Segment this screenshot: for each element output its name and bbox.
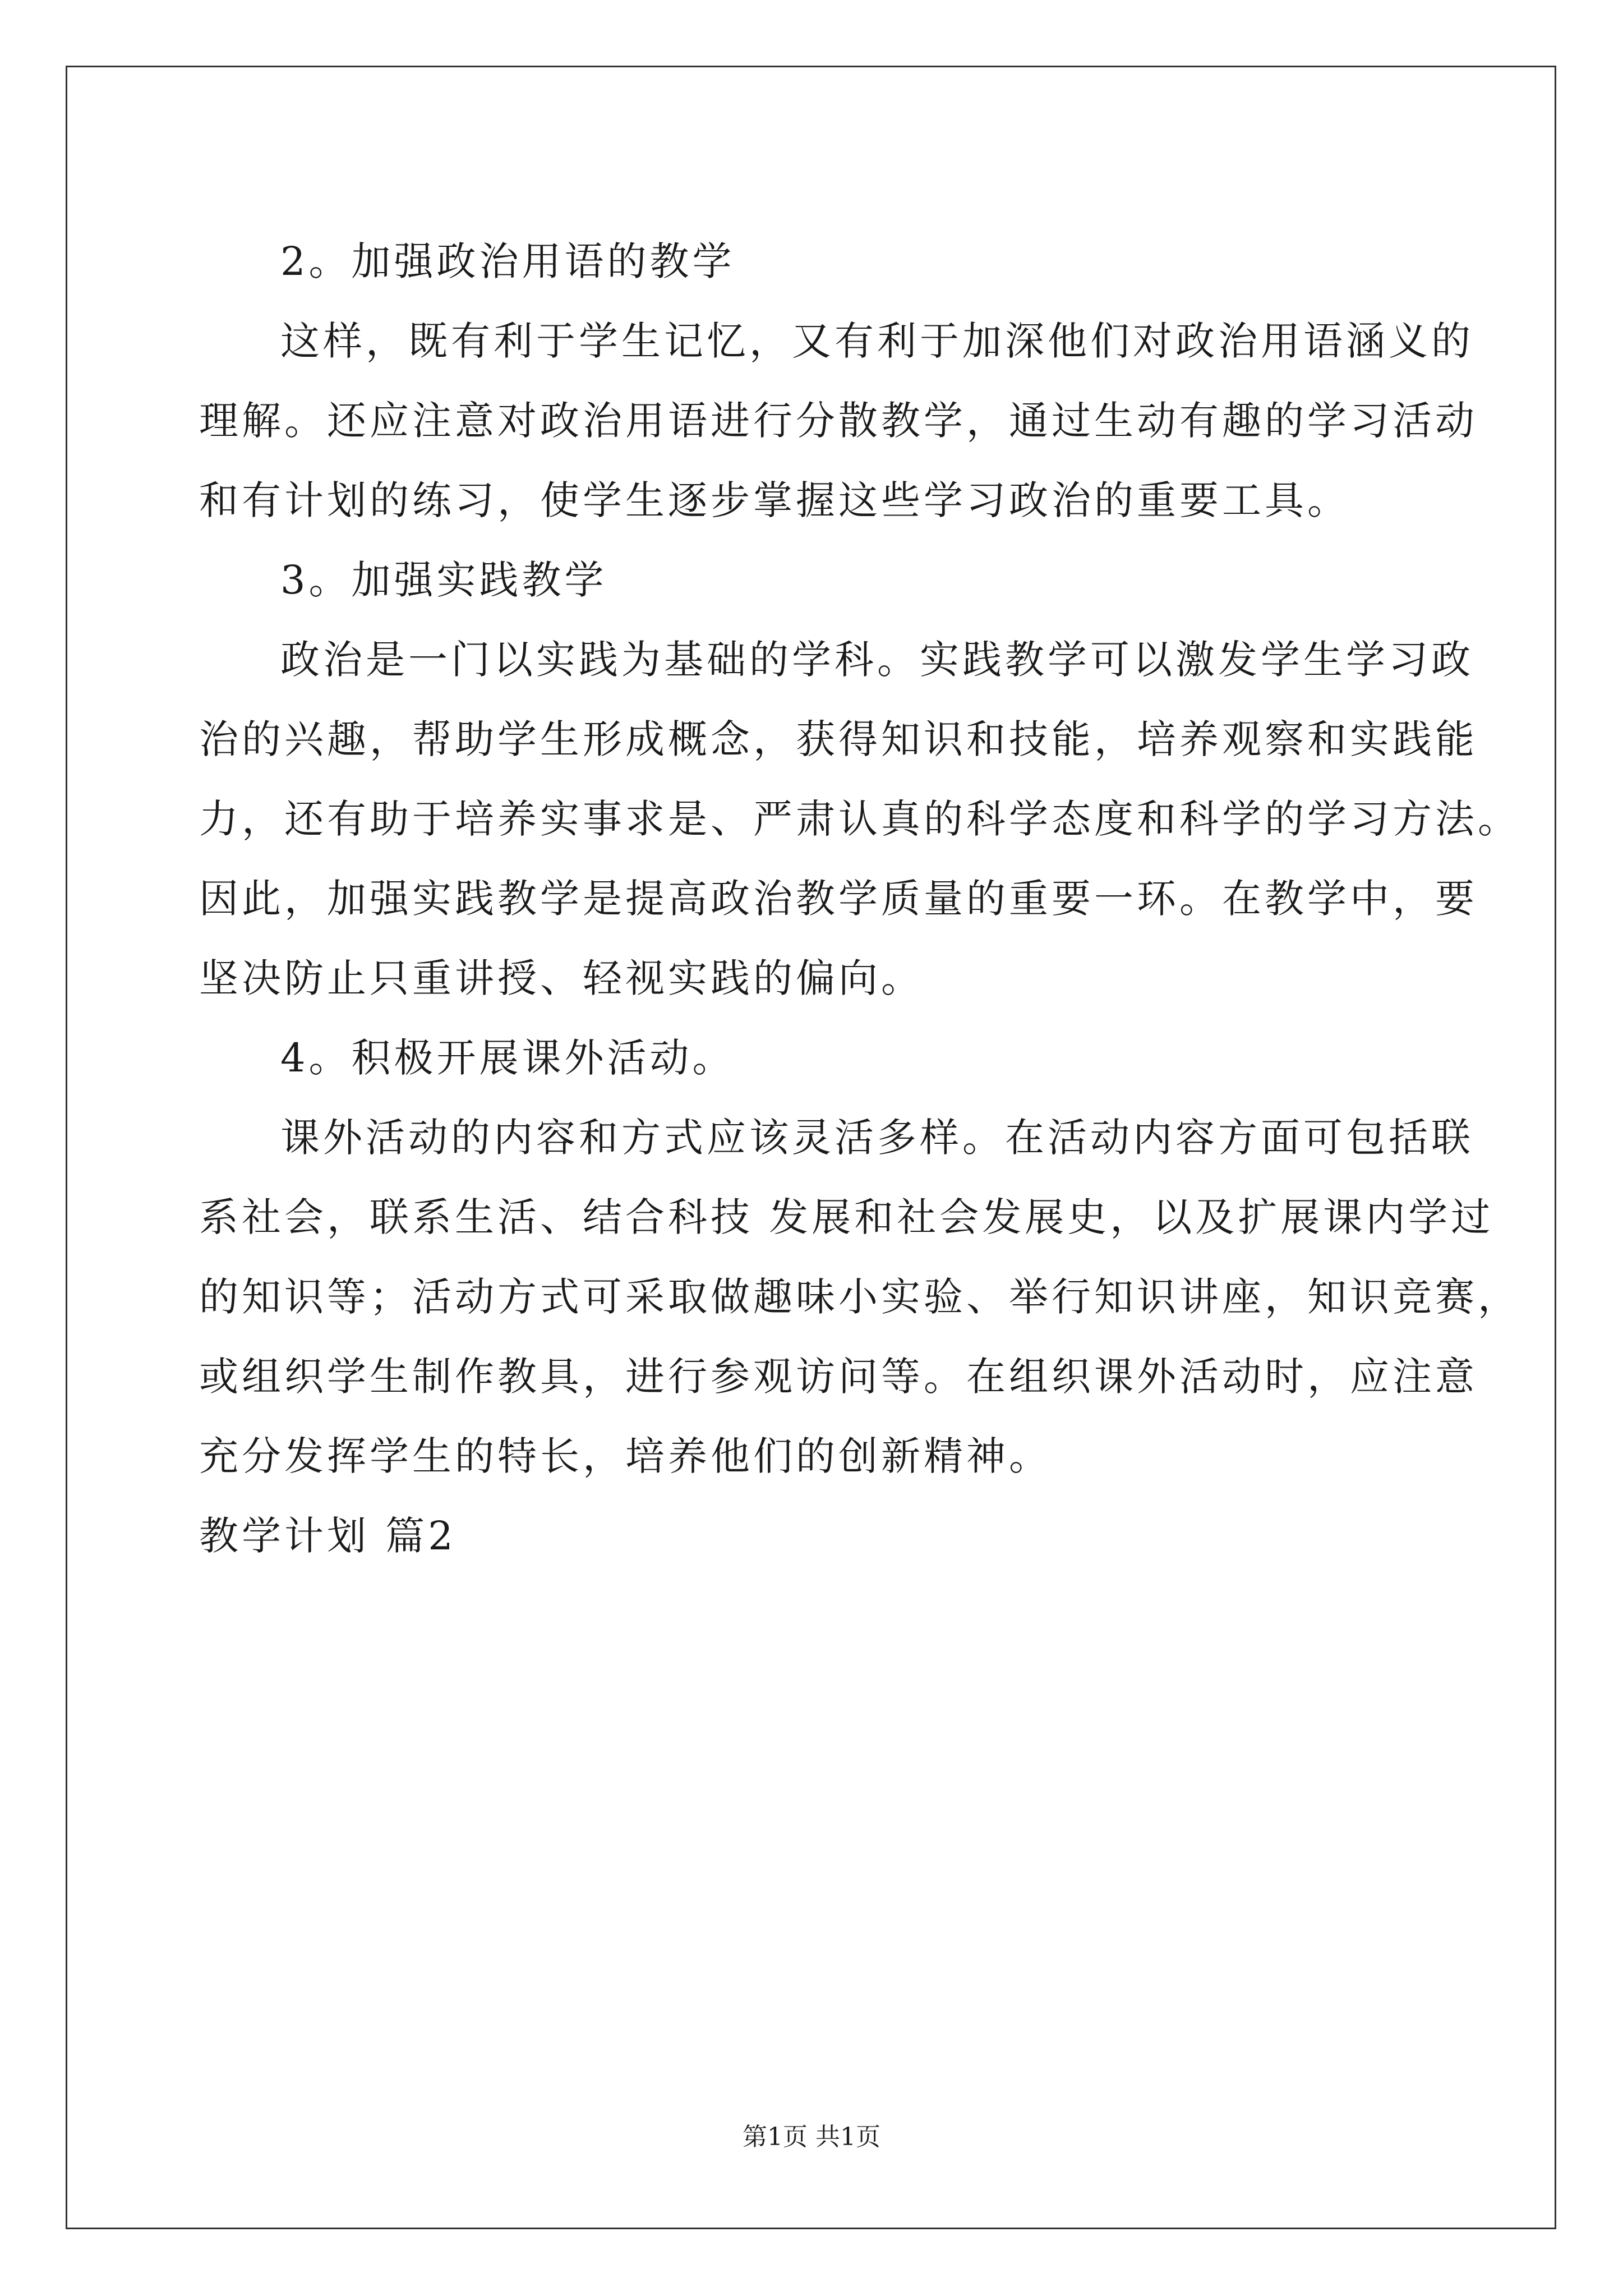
paragraph-line: 理解。还应注意对政治用语进行分散教学，通过生动有趣的学习活动 xyxy=(199,398,1478,444)
paragraph-line: 力，还有助于培养实事求是、严肃认真的科学态度和科学的学习方法。 xyxy=(199,796,1520,842)
paragraph-line: 和有计划的练习，使学生逐步掌握这些学习政治的重要工具。 xyxy=(199,477,1350,523)
section-title: 教学计划 篇2 xyxy=(199,1513,457,1559)
paragraph-line: 或组织学生制作教具，进行参观访问等。在组织课外活动时，应注意 xyxy=(199,1354,1478,1400)
paragraph-line: 政治是一门以实践为基础的学科。实践教学可以激发学生学习政 xyxy=(280,637,1474,683)
paragraph-line: 的知识等；活动方式可采取做趣味小实验、举行知识讲座，知识竞赛， xyxy=(199,1274,1520,1320)
paragraph-line: 坚决防止只重讲授、轻视实践的偏向。 xyxy=(199,955,924,1001)
paragraph-line: 课外活动的内容和方式应该灵活多样。在活动内容方面可包括联 xyxy=(280,1115,1474,1161)
page-footer: 第1页 共1页 xyxy=(743,2123,880,2151)
heading-practice-teaching: 3。加强实践教学 xyxy=(280,557,607,603)
paragraph-line: 系社会，联系生活、结合科技 发展和社会发展史，以及扩展课内学过 xyxy=(199,1194,1494,1240)
document-body xyxy=(199,222,1520,1576)
heading-political-terms: 2。加强政治用语的教学 xyxy=(280,238,735,284)
paragraph-line: 充分发挥学生的特长，培养他们的创新精神。 xyxy=(199,1433,1052,1479)
paragraph-line: 治的兴趣，帮助学生形成概念，获得知识和技能，培养观察和实践能 xyxy=(199,716,1478,762)
paragraph-line: 这样，既有利于学生记忆，又有利于加深他们对政治用语涵义的 xyxy=(280,318,1474,364)
paragraph-line: 因此，加强实践教学是提高政治教学质量的重要一环。在教学中，要 xyxy=(199,876,1478,922)
heading-extracurricular: 4。积极开展课外活动。 xyxy=(280,1035,735,1081)
